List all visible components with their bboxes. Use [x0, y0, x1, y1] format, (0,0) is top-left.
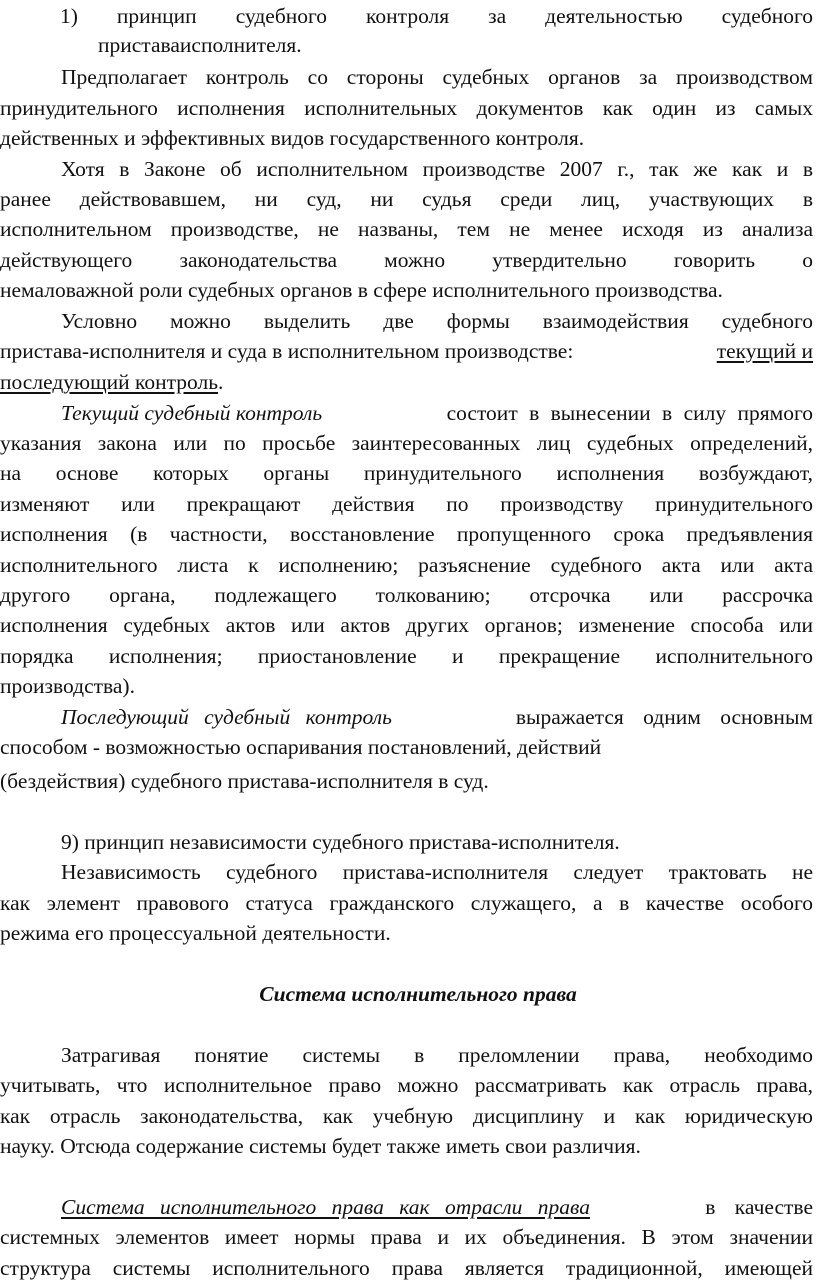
- text-line: исполнения (в частности, восстановление пропущенного срока предъявления: [0, 522, 813, 546]
- underlined-term: текущий и: [716, 339, 813, 363]
- text-line: ранее действовавшем, ни суд, ни судья среди лиц, участвующих в: [0, 187, 813, 211]
- list-item-1: [60, 6, 813, 28]
- text-line: науку. Отсюда содержание системы будет также иметь свои различия.: [0, 1134, 641, 1158]
- text-line: Предполагает контроль со стороны судебных органов за производством: [61, 65, 813, 89]
- text-line: способом - возможностью оспаривания постановлений, действий: [0, 735, 602, 759]
- text-line: действенных и эффективных видов государственного контроля.: [0, 126, 585, 150]
- text-line: учитывать, что исполнительное право можно рассматривать как отрасль права,: [0, 1073, 813, 1097]
- text-line: (бездействия) судебного пристава-исполнителя в суд.: [0, 769, 489, 793]
- italic-term: Текущий судебный контроль: [61, 401, 323, 425]
- text-line: структура системы исполнительного права является традиционной, имеющей: [0, 1256, 813, 1280]
- text-line: Хотя в Законе об исполнительном производстве 2007 г., так же как и в: [61, 157, 813, 181]
- text-line: исполнения судебных актов или актов других органов; изменение способа или: [0, 613, 813, 637]
- text-line: исполнительного листа к исполнению; разъяснение судебного акта или акта: [0, 553, 813, 577]
- text-line: [0, 372, 816, 394]
- underlined-term: последующий контроль: [0, 370, 219, 394]
- text-line: исполнительном производстве, не названы, тем не менее исходя из анализа: [0, 217, 813, 241]
- text-line: [61, 1197, 813, 1219]
- text-line: 1) принцип судебного контроля за деятельностью судебного: [60, 4, 813, 28]
- italic-term: Последующий судебный контроль: [61, 705, 392, 729]
- text-line: производства).: [0, 674, 135, 698]
- text-fragment: в качестве: [705, 1195, 813, 1219]
- text-fragment: выражается одним основным: [515, 705, 813, 729]
- text-fragment: .: [218, 370, 224, 394]
- text-line: действующего законодательства можно утвердительно говорить о: [0, 248, 813, 272]
- text-line: как элемент правового статуса гражданского служащего, а в качестве особого: [0, 891, 813, 915]
- text-line: Независимость судебного пристава-исполнителя следует трактовать не: [61, 860, 813, 884]
- text-line: [61, 707, 813, 729]
- text-line: принудительного исполнения исполнительных документов как один из самых: [0, 96, 813, 120]
- text-line: Затрагивая понятие системы в преломлении права, необходимо: [61, 1043, 813, 1067]
- text-line: немаловажной роли судебных органов в сфере исполнительного производства.: [0, 278, 723, 302]
- text-line: режима его процессуальной деятельности.: [0, 921, 391, 945]
- section-heading: Система исполнительного права: [259, 982, 577, 1006]
- text-line: 9) принцип независимости судебного пристава-исполнителя.: [61, 830, 620, 854]
- text-line: как отрасль законодательства, как учебную дисциплину и как юридическую: [0, 1104, 813, 1128]
- text-line: системных элементов имеет нормы права и их объединения. В этом значении: [0, 1225, 813, 1249]
- text-line: на основе которых органы принудительного исполнения возбуждают,: [0, 461, 813, 485]
- text-fragment: состоит в вынесении в силу прямого: [446, 401, 813, 425]
- text-line: приставаисполнителя.: [98, 33, 302, 57]
- text-fragment: пристава-исполнителя и суда в исполнительном производстве:: [0, 339, 574, 363]
- text-line: изменяют или прекращают действия по производству принудительного: [0, 492, 813, 516]
- text-line: Условно можно выделить две формы взаимодействия судебного: [61, 309, 813, 333]
- text-line: другого органа, подлежащего толкованию; отсрочка или рассрочка: [0, 583, 813, 607]
- text-line: порядка исполнения; приостановление и прекращение исполнительного: [0, 644, 813, 668]
- text-line: указания закона или по просьбе заинтересованных лиц судебных определений,: [0, 431, 813, 455]
- text-line: [0, 341, 813, 363]
- underlined-italic-term: Система исполнительного права как отрасли права: [61, 1195, 590, 1219]
- text-line: [61, 403, 813, 425]
